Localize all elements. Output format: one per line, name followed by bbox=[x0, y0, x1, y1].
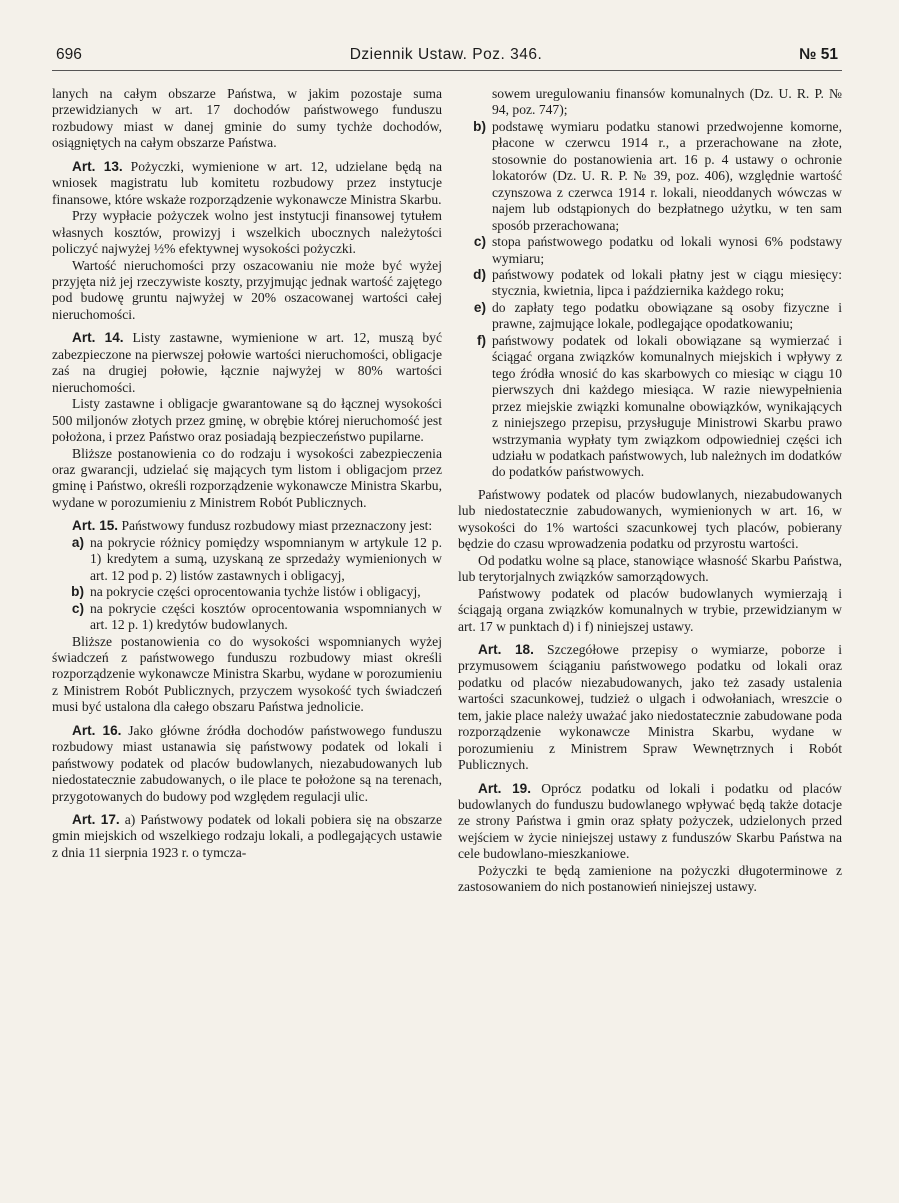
issue-number: № 51 bbox=[799, 46, 838, 63]
left-column bbox=[52, 86, 442, 861]
item-marker: e) bbox=[473, 299, 486, 315]
list-item bbox=[458, 333, 842, 481]
paragraph: Bliższe postanowienia co do rodzaju i wysokości zabezpieczenia oraz gwarancji, udzielać się mających tym listom i obligacjom przez gminę i Państwo, określi rozporządzenie wykonawcze Ministra Skarbu, wydane w porozumieniu z Ministrem Robót Publicznych. bbox=[52, 445, 442, 510]
article-label: Art. 13. bbox=[72, 158, 123, 174]
item-marker: c) bbox=[473, 234, 486, 250]
item-marker: d) bbox=[473, 266, 486, 282]
header-rule bbox=[52, 70, 842, 71]
article-label: Art. 16. bbox=[72, 722, 122, 738]
article-16 bbox=[52, 723, 442, 805]
article-13 bbox=[52, 159, 442, 208]
item-marker: c) bbox=[71, 600, 84, 616]
paragraph: Wartość nieruchomości przy oszacowaniu nie może być wyżej przyjęta niż jej rzeczywiste koszty, przyjmując jednak wartość zajętego pod budowę gruntu najwyżej w 20% oszacowanej wartości całej nieruchomości. bbox=[52, 257, 442, 322]
article-18 bbox=[458, 642, 842, 774]
item-text: państwowy podatek od lokali płatny jest w ciągu miesięcy: stycznia, kwietnia, lipca i października każdego roku; bbox=[492, 266, 842, 299]
page-number: 696 bbox=[56, 46, 82, 63]
article-text: Państwowy fundusz rozbudowy miast przeznaczony jest: bbox=[121, 518, 433, 534]
list-item bbox=[458, 86, 842, 119]
item-marker: f) bbox=[476, 332, 486, 348]
paragraph: Przy wypłacie pożyczek wolno jest instytucji finansowej tytułem własnych kosztów, prowizyj i wszelkich ubocznych należytości policzyć najwyżej ½% efektywnej wysokości pożyczki. bbox=[52, 208, 442, 257]
paragraph: Listy zastawne i obligacje gwarantowane są do łącznej wysokości 500 miljonów złotych przez gminę, w obrębie której nieruchomość jest położona, i przez Państwo oraz posiadają bezpieczeństwo pupilarne. bbox=[52, 396, 442, 445]
item-marker: b) bbox=[473, 118, 486, 134]
article-label: Art. 15. bbox=[72, 518, 119, 534]
article-text: Listy zastawne, wymienione w art. 12, muszą być zabezpieczone na pierwszej połowie wartości nieruchomości, obligacje zaś na drugiej połowie, łącznie najwyżej w 80% wartości nieruchomości. bbox=[52, 330, 443, 395]
list-item bbox=[458, 300, 842, 333]
item-text: sowem uregulowaniu finansów komunalnych (Dz. U. R. P. № 94, poz. 747); bbox=[492, 86, 842, 118]
right-column bbox=[458, 86, 842, 896]
article-text: Oprócz podatku od lokali i podatku od placów budowlanych do funduszu budowlanego wpływać będą także dotacje ze strony Państwa i gmin oraz spłaty pożyczek, udzielonych przed wejściem w życie niniejszej ustawy z funduszów Skarbu Państwa na cele budowlano-mieszkaniowe. bbox=[458, 780, 842, 862]
article-label: Art. 17. bbox=[72, 812, 120, 828]
paragraph: Bliższe postanowienia co do wysokości wspomnianych wyżej świadczeń z państwowego funduszu rozbudowy miast określi rozporządzenie wykonawcze Ministra Skarbu, wydane w porozumieniu z Ministrem Robót Publicznych, przyczem wysokość tych świadczeń musi być ustalona dla całego obszaru Państwa jednolicie. bbox=[52, 633, 442, 715]
article-text: a) Państwowy podatek od lokali pobiera się na obszarze gmin miejskich od wszelkiego rodzaju lokali, a podlegających ustawie z dnia 11 sierpnia 1923 r. o tymcza- bbox=[52, 812, 442, 860]
article-text: Pożyczki, wymienione w art. 12, udzielane będą na wniosek magistratu lub komitetu rozbudowy przez instytucje finansowe, które wskaże rozporządzenie wykonawcze Ministra Skarbu. bbox=[52, 158, 442, 207]
paragraph: Od podatku wolne są place, stanowiące własność Skarbu Państwa, lub terytorjalnych związków samorządowych. bbox=[458, 552, 842, 585]
article-19 bbox=[458, 781, 842, 863]
item-marker: b) bbox=[71, 584, 84, 600]
list-item bbox=[458, 267, 842, 300]
article-label: Art. 19. bbox=[478, 780, 531, 796]
article-label: Art. 18. bbox=[478, 641, 534, 657]
article-15 bbox=[52, 518, 442, 534]
journal-title: Dziennik Ustaw. Poz. 346. bbox=[349, 46, 543, 63]
item-text: podstawę wymiaru podatku stanowi przedwojenne komorne, płacone w czerwcu 1914 r., a przerachowane na złote, stosownie do postanowienia art. 16 p. 4 ustawy o ochronie lokatorów (Dz. U. R. P. № 39, poz. 406), względnie wartość czynszowa z czerwca 1914 r. lokali, nieoddanych wówczas w najem lub odstąpionych do bezpłatnego użytku, w ten sam sposób przerachowana; bbox=[492, 118, 842, 233]
list-item bbox=[458, 234, 842, 267]
item-marker: a) bbox=[71, 534, 84, 550]
paragraph: Państwowy podatek od placów budowlanych wymierzają i ściągają organa związków komunalnych w trybie, przewidzianym w art. 17 w punktach d) i f) niniejszej ustawy. bbox=[458, 585, 842, 634]
article-17 bbox=[52, 812, 442, 861]
page-header bbox=[52, 44, 840, 70]
item-text: państwowy podatek od lokali obowiązane są wymierzać i ściągać organa związków komunalnych miejskich i wpływy z tego źródła wnosić do kas skarbowych co miesiąc w ciągu 10 pierwszych dni każdego miesiąca. W razie niewypełnienia przez miejskie związki komunalne obowiązków, wynikających z niniejszego przepisu, przysługuje Ministrowi Skarbu prawo wstrzymania wypłaty tym związkom odpowiedniej części ich udziału w podatkach państwowych, lub należnych im dodatków do podatków państwowych. bbox=[492, 332, 842, 480]
article-text: Jako główne źródła dochodów państwowego funduszu rozbudowy miast ustanawia się państwowy podatek od lokali i państwowy podatek od placów budowlanych, niezabudowanych lub niedostatecznie zabudowanych, o ile place te położone są na terenach, przygotowanych do budowy pod względem regulacji ulic. bbox=[52, 722, 442, 804]
list-item bbox=[52, 584, 442, 600]
item-text: na pokrycie części oprocentowania tychże listów i obligacyj, bbox=[90, 584, 421, 600]
paragraph: Państwowy podatek od placów budowlanych, niezabudowanych lub niedostatecznie zabudowanych, wymienionych w art. 16, w wysokości do 1% wartości szacunkowej tych placów, pobierany będzie do czasu wprowadzenia podatku od przyrostu wartości. bbox=[458, 486, 842, 552]
paragraph: Pożyczki te będą zamienione na pożyczki długoterminowe z zastosowaniem do nich postanowień niniejszej ustawy. bbox=[458, 862, 842, 895]
article-text: Szczegółowe przepisy o wymiarze, poborze i przymusowem ściąganiu państwowego podatku od lokali oraz podatku od placów niezabudowanych, jako też zasady ustalenia wartości szacunkowej, tudzież o ulgach i odwołaniach, wreszcie o tem, jakie place należy uważać jako niedostatecznie zabudowane poda rozporządzenie wykonawcze Ministra Skarbu, wydane w porozumieniu z Ministrem Spraw Wewnętrznych i Robót Publicznych. bbox=[458, 641, 842, 773]
item-text: do zapłaty tego podatku obowiązane są osoby fizyczne i prawne, zajmujące lokale, podlegające opodatkowaniu; bbox=[492, 299, 842, 332]
article-label: Art. 14. bbox=[72, 330, 124, 346]
list-item bbox=[52, 601, 442, 634]
article-14 bbox=[52, 330, 442, 396]
item-text: stopa państwowego podatku od lokali wynosi 6% podstawy wymiaru; bbox=[492, 234, 842, 266]
item-text: na pokrycie różnicy pomiędzy wspomnianym w artykule 12 p. 1) kredytem a sumą, uzyskaną ze sprzedaży wymienionych w art. 12 pod p. 2) listów zastawnych i obligacyj, bbox=[90, 534, 442, 583]
paragraph: lanych na całym obszarze Państwa, w jakim pozostaje suma przewidzianych w art. 17 dochodów państwowego funduszu rozbudowy miast w danej gminie do sumy tychże dochodów, osiągniętych na całym obszarze Państwa. bbox=[52, 86, 442, 151]
item-text: na pokrycie części kosztów oprocentowania wspomnianych w art. 12 p. 1) kredytów budowlanych. bbox=[90, 600, 442, 633]
list-item bbox=[52, 535, 442, 584]
list-item bbox=[458, 119, 842, 234]
